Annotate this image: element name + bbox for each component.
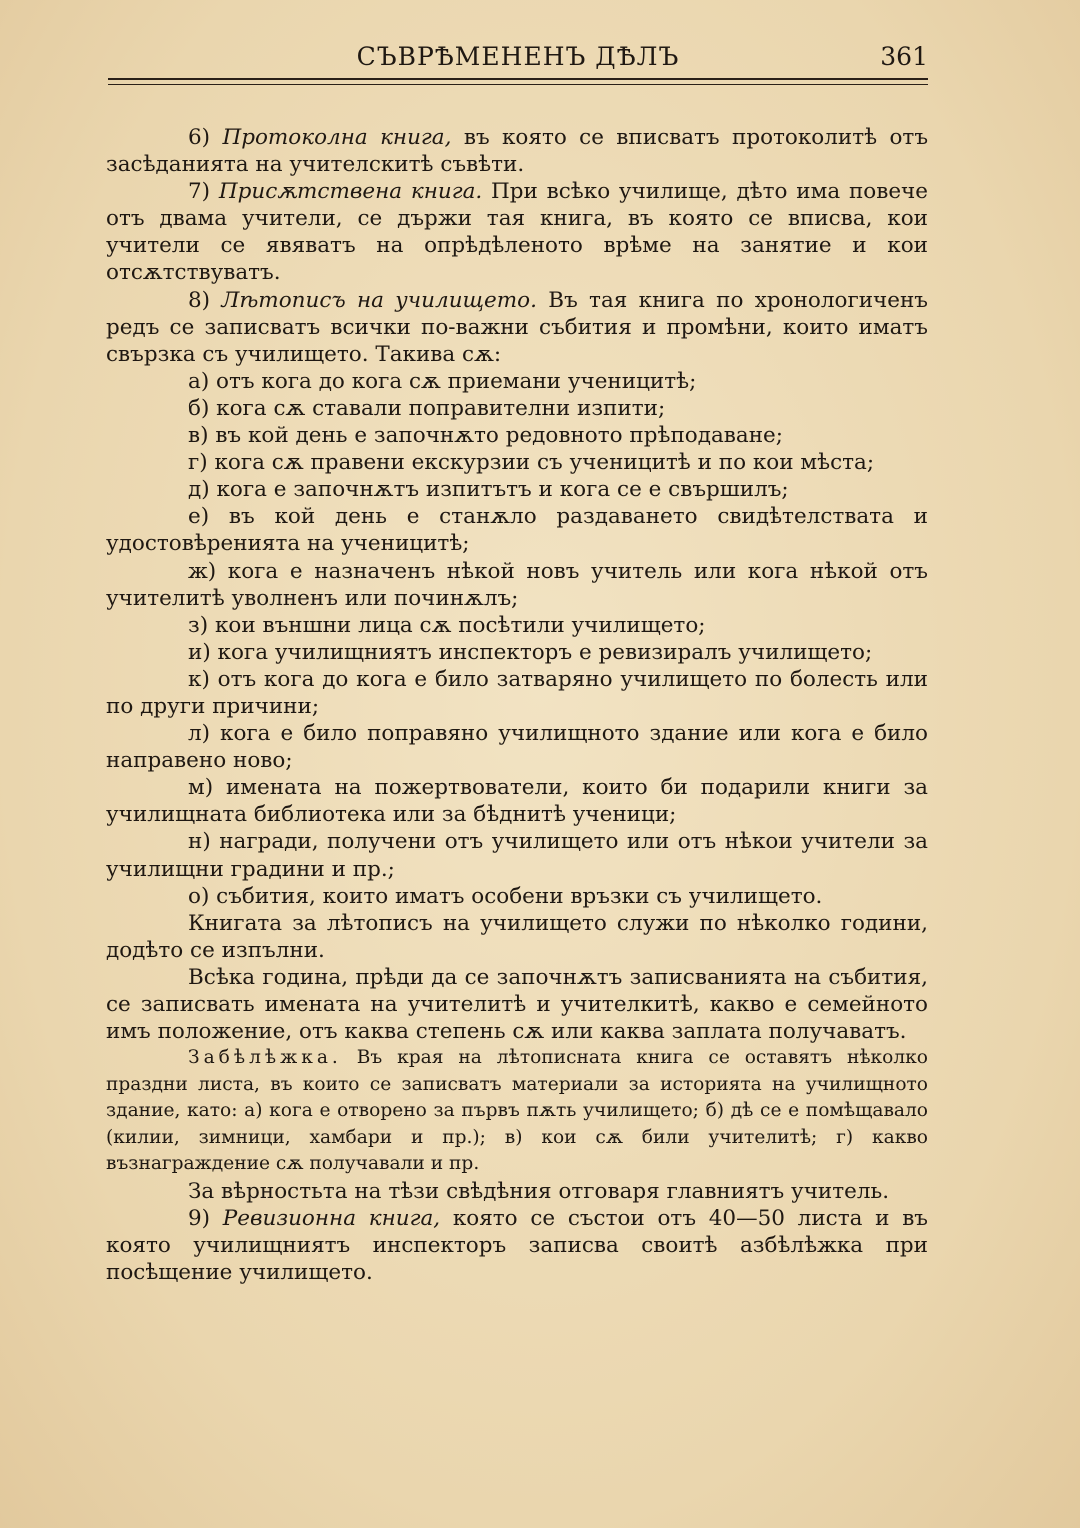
list-item: в) въ кой день е започнѫто редовното прѣподаване; [188,423,784,449]
item-text: която се състои отъ 40—50 листа и въ която училищниятъ инспекторъ записва своитѣ азбѣлѣжка при посѣщение училището. [106,1205,928,1285]
list-item: ж) кога е назначенъ нѣкой новъ учитель или кога нѣкой отъ учителитѣ уволненъ или починѫлъ; [106,558,928,611]
paragraph: За вѣрностьта на тѣзи свѣдѣния отговаря главниятъ учитель. [188,1178,890,1204]
item-text: въ която се вписватъ протоколитѣ отъ засѣданията на учителскитѣ съвѣти. [106,125,928,178]
item-number: 6) [188,125,223,150]
note-label: Забѣлѣжка. [188,1047,342,1069]
item-term: Протоколна книга, [222,125,452,150]
list-item: о) събития, които иматъ особени връзки съ училището. [188,883,823,909]
paragraph: Всѣка година, прѣди да се започнѫтъ записванията на събития, се записвать имената на учителитѣ и учителкитѣ, какво е семейното имъ положение, отъ каква степень сѫ или каква заплата получаватъ. [106,964,928,1045]
paragraph-protocol-book [106,124,928,178]
list-item: и) кога училищниятъ инспекторъ е ревизиралъ училището; [188,639,873,665]
list-item: н) награди, получени отъ училището или отъ нѣкои учители за училищни градини и пр.; [106,829,928,882]
paragraph-chronicle-book [106,287,928,368]
item-number: 9) [188,1205,223,1231]
list-item: д) кога е започнѫтъ изпитътъ и кога се е свършилъ; [188,477,789,503]
list-item: а) отъ кога до кога сѫ приемани ученицитѣ; [188,368,697,394]
note-text: Въ края на лѣтописната книга се оставятъ нѣколко праздни листа, въ които се записватъ материали за историята на училищното здание, като: а) кога е отворено за първъ пѫть училището; б) дѣ се е помѣщавало (килии, зимници, хамбари и пр.); в) кои сѫ били учителитѣ; г) какво възнаграждение сѫ получавали и пр. [106,1047,928,1175]
item-term: Присѫтствена книга. [218,179,483,205]
list-item: к) отъ кога до кога е било затваряно училището по болесть или по други причини; [106,666,928,719]
list-item: г) кога сѫ правени екскурзии съ ученицитѣ и по кои мѣста; [188,450,875,476]
header-rule-thick [108,78,928,80]
list-item: л) кога е било поправяно училищното здание или кога е било направено ново; [106,721,928,774]
item-number: 8) [188,287,222,313]
list-item: м) имената на пожертвователи, които би подарили книги за училищната библиотека или за бѣднитѣ ученици; [106,775,928,828]
list-item: е) въ кой день е станѫло раздаването свидѣтелствата и удостовѣренията на ученицитѣ; [106,504,928,557]
item-text: При всѣко училище, дѣто има повече отъ двама учители, се държи тая книга, въ която се вписва, кои учители се явяватъ на опрѣдѣленото врѣме на занятие и кои отсѫтствуватъ. [106,179,928,286]
paragraph: Книгата за лѣтописъ на училището служи по нѣколко години, додѣто се изпълни. [106,910,928,963]
item-text: Въ тая книга по хронологиченъ редъ се записватъ всички по-важни събития и промѣни, които иматъ свързка съ училището. Такива сѫ: [106,287,928,367]
page-number: 361 [880,42,928,71]
list-item: б) кога сѫ ставали поправителни изпити; [188,395,666,421]
running-title: СЪВРѢМЕНЕНЪ ДѢЛЪ [356,42,680,71]
paragraph-attendance-book [106,178,928,286]
item-term: Ревизионна книга, [222,1205,441,1231]
paragraph-revision-book [106,1205,928,1286]
note-paragraph [106,1045,928,1178]
item-term: Лѣтописъ на училището. [221,287,537,313]
item-number: 7) [188,179,219,205]
page-header [108,38,928,78]
body-text [106,124,928,1286]
list-item: з) кои външни лица сѫ посѣтили училището; [188,612,706,638]
header-rule-thin [108,84,928,85]
